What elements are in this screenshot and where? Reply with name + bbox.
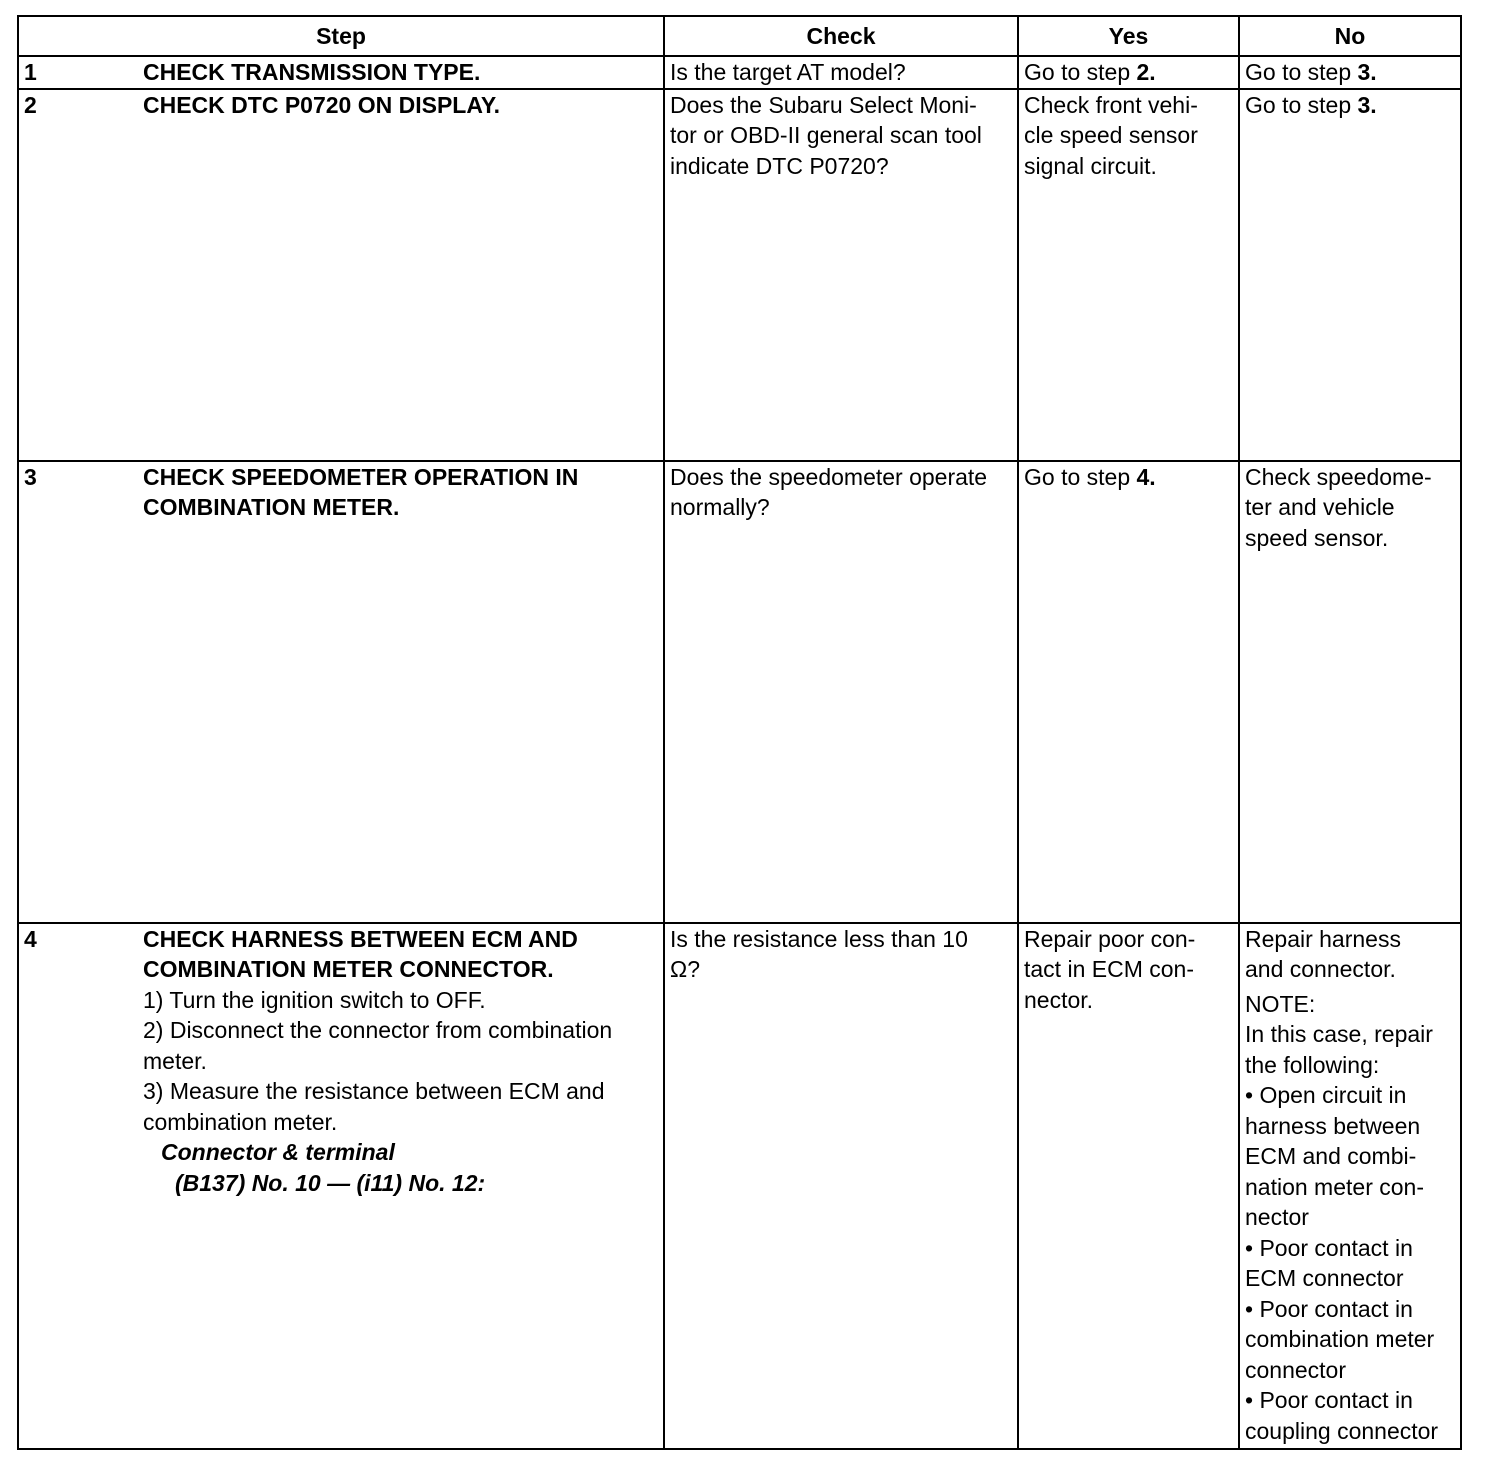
- yes-step: 2.: [1136, 59, 1156, 85]
- note-line: coupling connector: [1245, 1417, 1439, 1444]
- yes-prefix: Go to step: [1024, 59, 1137, 85]
- yes-line: Repair poor con-: [1024, 925, 1196, 952]
- step-title: CHECK DTC P0720 ON DISPLAY.: [143, 91, 501, 118]
- procedure-line: combination meter.: [143, 1108, 338, 1135]
- check-cell: [664, 89, 1018, 461]
- step-number: 2: [24, 91, 37, 118]
- note-line: • Poor contact in: [1245, 1295, 1413, 1322]
- note-line: • Poor contact in: [1245, 1387, 1413, 1413]
- header-check: Check: [664, 16, 1018, 56]
- note-line: ECM connector: [1245, 1265, 1404, 1291]
- yes-cell: [1018, 89, 1239, 461]
- yes-line: Check front vehi-: [1024, 91, 1198, 118]
- no-line: ter and vehicle: [1245, 494, 1395, 520]
- step-number: 4: [24, 925, 37, 952]
- note-line: nation meter con-: [1245, 1173, 1424, 1200]
- check-line: indicate DTC P0720?: [670, 152, 889, 179]
- no-prefix: Go to step: [1245, 91, 1358, 118]
- check-line: Is the resistance less than 10: [670, 925, 968, 952]
- yes-cell: [1018, 56, 1239, 89]
- no-line: speed sensor.: [1245, 524, 1389, 551]
- procedure-line: 1) Turn the ignition switch to OFF.: [143, 986, 486, 1013]
- check-text: Is the target AT model?: [670, 59, 906, 85]
- check-cell: [664, 923, 1018, 1449]
- check-line: Does the speedometer operate: [670, 463, 988, 490]
- yes-cell: [1018, 923, 1239, 1449]
- step-title: [143, 462, 658, 523]
- note-line: harness between: [1245, 1112, 1421, 1139]
- step-body: [143, 924, 658, 1199]
- no-line: Repair harness: [1245, 925, 1401, 952]
- no-line: and connector.: [1245, 956, 1396, 982]
- check-line: tor or OBD-II general scan tool: [670, 122, 982, 148]
- note-label: NOTE:: [1245, 990, 1316, 1017]
- diagnostic-table: [17, 15, 1462, 1450]
- no-cell: [1239, 461, 1461, 923]
- table-row: [18, 89, 1461, 461]
- step-title-line: CHECK SPEEDOMETER OPERATION IN: [143, 463, 579, 490]
- step-cell: [18, 89, 664, 461]
- yes-line: nector.: [1024, 986, 1094, 1013]
- header-step: Step: [18, 16, 664, 56]
- step-cell: [18, 461, 664, 923]
- no-step: 3.: [1357, 59, 1377, 85]
- procedure-line: 2) Disconnect the connector from combination: [143, 1017, 613, 1043]
- check-line: normally?: [670, 494, 770, 520]
- check-cell: [664, 461, 1018, 923]
- table-row: [18, 923, 1461, 1449]
- no-prefix: Go to step: [1245, 59, 1358, 85]
- note-line: connector: [1245, 1356, 1347, 1383]
- step-title-line: CHECK HARNESS BETWEEN ECM AND: [143, 925, 578, 952]
- step-title-line: COMBINATION METER CONNECTOR.: [143, 956, 554, 982]
- step-number: 1: [24, 59, 37, 85]
- table-row: [18, 56, 1461, 89]
- header-yes: Yes: [1018, 16, 1239, 56]
- yes-prefix: Go to step: [1024, 463, 1137, 490]
- no-cell: [1239, 89, 1461, 461]
- check-cell: [664, 56, 1018, 89]
- note-line: ECM and combi-: [1245, 1143, 1417, 1169]
- step-title: CHECK TRANSMISSION TYPE.: [143, 59, 481, 85]
- procedure-line: meter.: [143, 1047, 207, 1074]
- note-line: In this case, repair: [1245, 1021, 1433, 1047]
- procedure-line: 3) Measure the resistance between ECM and: [143, 1078, 605, 1104]
- table-row: [18, 461, 1461, 923]
- yes-step: 4.: [1136, 463, 1156, 490]
- check-line: Does the Subaru Select Moni-: [670, 91, 977, 118]
- header-no: No: [1239, 16, 1461, 56]
- yes-line: signal circuit.: [1024, 152, 1157, 179]
- yes-cell: [1018, 461, 1239, 923]
- connector-value: (B137) No. 10 — (i11) No. 12:: [175, 1169, 486, 1196]
- note-line: • Poor contact in: [1245, 1234, 1413, 1261]
- note-line: combination meter: [1245, 1326, 1435, 1352]
- no-cell: [1239, 923, 1461, 1449]
- no-line: Check speedome-: [1245, 463, 1432, 490]
- yes-line: cle speed sensor: [1024, 122, 1198, 148]
- note-line: the following:: [1245, 1051, 1380, 1078]
- step-cell: [18, 56, 664, 89]
- step-number: 3: [24, 463, 37, 490]
- no-step: 3.: [1357, 91, 1377, 118]
- no-cell: [1239, 56, 1461, 89]
- check-line: Ω?: [670, 956, 700, 982]
- connector-label: Connector & terminal: [161, 1139, 395, 1165]
- step-cell: [18, 923, 664, 1449]
- header-row: [18, 16, 1461, 56]
- step-title-line: COMBINATION METER.: [143, 494, 400, 520]
- note-line: nector: [1245, 1204, 1309, 1230]
- yes-line: tact in ECM con-: [1024, 956, 1194, 982]
- note-line: • Open circuit in: [1245, 1082, 1407, 1108]
